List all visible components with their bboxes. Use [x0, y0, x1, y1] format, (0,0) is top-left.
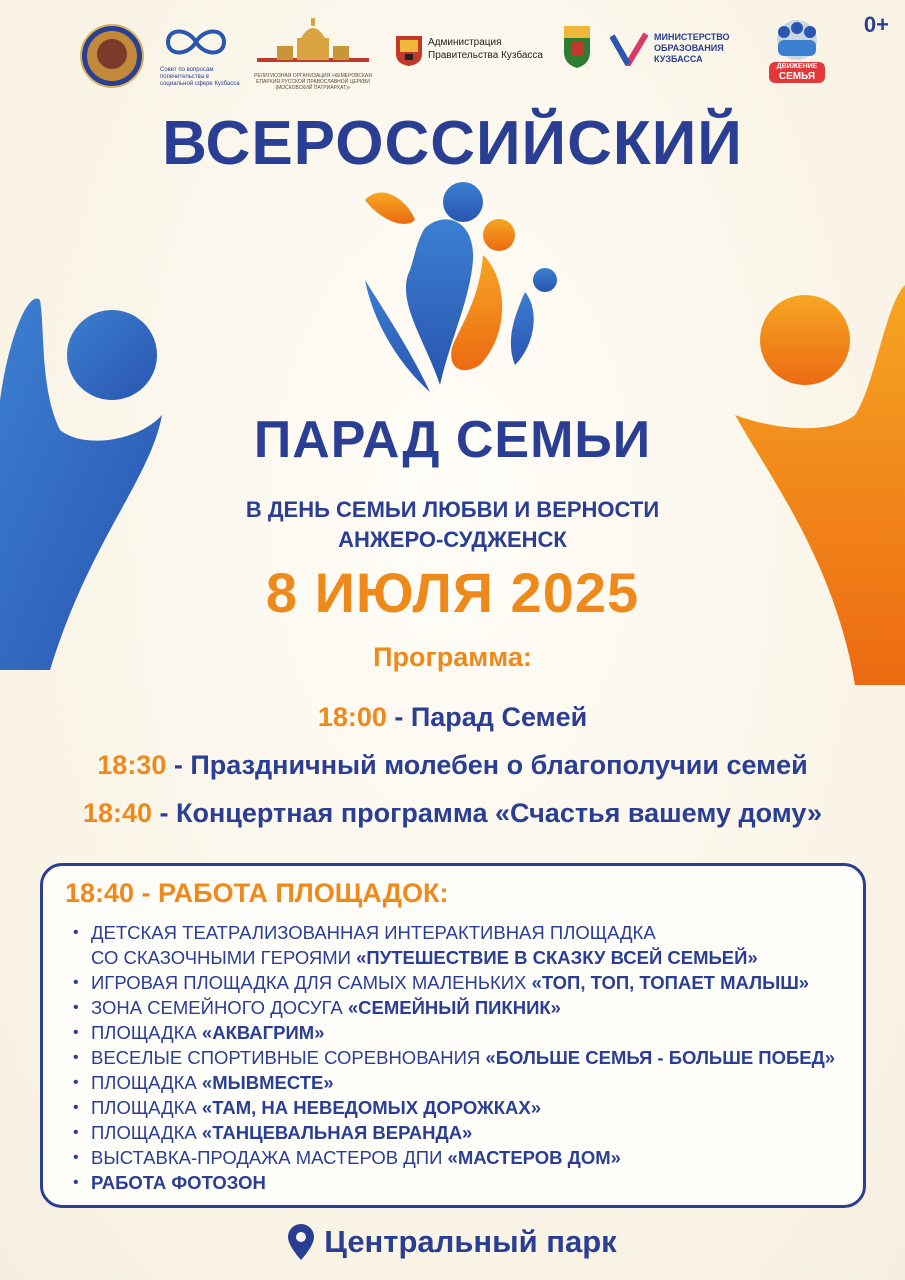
ministry-line2: ОБРАЗОВАНИЯ [654, 43, 724, 53]
location-text: Центральный парк [324, 1223, 617, 1259]
eparchy-logo [252, 18, 374, 91]
program-time: 18:40 [82, 798, 152, 828]
activities-heading: 18:40 - РАБОТА ПЛОЩАДОК: [65, 878, 449, 908]
list-item-text: ВЫСТАВКА-ПРОДАЖА МАСТЕРОВ ДПИ [91, 1147, 448, 1168]
kuzbass-admin-line2: Правительства Кузбасса [428, 50, 543, 61]
list-item-text: ИГРОВАЯ ПЛОЩАДКА ДЛЯ САМЫХ МАЛЕНЬКИХ [91, 972, 532, 993]
list-item-text: ЗОНА СЕМЕЙНОГО ДОСУГА [91, 997, 348, 1018]
program-time: 18:00 [317, 702, 387, 732]
list-item-bold: «АКВАГРИМ» [201, 1022, 325, 1043]
list-item [73, 1120, 835, 1145]
list-item-bold: «ТАМ, НА НЕВЕДОМЫХ ДОРОЖКАХ» [201, 1097, 542, 1118]
list-item-bold: «МЫВМЕСТЕ» [201, 1072, 334, 1093]
list-item-bold: «МАСТЕРОВ ДОМ» [447, 1147, 621, 1168]
ministry-line3: КУЗБАССА [654, 54, 703, 64]
age-rating: 0+ [863, 12, 889, 37]
list-item-bold: «БОЛЬШЕ СЕМЬЯ - БОЛЬШЕ ПОБЕД» [485, 1047, 836, 1068]
program-text: - Праздничный молебен о благополучии семей [166, 750, 808, 780]
family-parade-logo-icon [355, 180, 565, 395]
movement-line1: ДВИЖЕНИЕ [776, 63, 818, 70]
infinity-icon [160, 22, 232, 62]
list-item-text: ПЛОЩАДКА [91, 1022, 202, 1043]
family-people-icon [766, 18, 828, 62]
event-location [0, 1222, 905, 1260]
list-item-text: СО СКАЗОЧНЫМИ ГЕРОЯМИ [91, 947, 357, 968]
list-item [73, 1070, 835, 1095]
program-item [0, 750, 905, 781]
subtitle-occasion: В ДЕНЬ СЕМЬИ ЛЮБВИ И ВЕРНОСТИ [245, 497, 660, 522]
program-text: - Концертная программа «Счастья вашему дому» [151, 798, 823, 828]
subtitle-city: АНЖЕРО-СУДЖЕНСК [338, 527, 567, 552]
list-item [73, 920, 835, 970]
activities-list [73, 920, 835, 1195]
list-item-bold: «ТОП, ТОП, ТОПАЕТ МАЛЫШ» [531, 972, 810, 993]
list-item-text: • ДЕТСКАЯ ТЕАТРАЛИЗОВАННАЯ ИНТЕРАКТИВНАЯ ПЛОЩАДКА [91, 922, 656, 943]
partner-logos [72, 18, 842, 96]
council-caption: Совет по вопросам попечительства в социальной сфере Кузбасса [160, 67, 240, 87]
list-item-text: ПЛОЩАДКА [91, 1097, 202, 1118]
family-emblem-icon [80, 24, 144, 88]
ministry-line1: МИНИСТЕРСТВО [654, 32, 730, 42]
list-item-text: ВЕСЕЛЫЕ СПОРТИВНЫЕ СОРЕВНОВАНИЯ [91, 1047, 486, 1068]
list-item-text: ПЛОЩАДКА [91, 1072, 202, 1093]
list-item-bold: «СЕМЕЙНЫЙ ПИКНИК» [347, 997, 561, 1018]
title-parade: ПАРАД СЕМЬИ [253, 411, 652, 469]
movement-line2: СЕМЬЯ [778, 71, 816, 82]
list-item [73, 970, 835, 995]
list-item [73, 1170, 835, 1195]
church-icon [257, 18, 369, 68]
ministry-v-icon [610, 32, 648, 66]
right-figure-illustration [735, 285, 905, 685]
list-item [73, 1095, 835, 1120]
list-item [73, 995, 835, 1020]
ministry-logo [610, 32, 740, 66]
program-item [0, 702, 905, 733]
activities-box [40, 863, 866, 1208]
eparchy-caption: РЕЛИГИОЗНАЯ ОРГАНИЗАЦИЯ «КЕМЕРОВСКАЯ ЕПАРХИЯ РУССКОЙ ПРАВОСЛАВНОЙ ЦЕРКВИ (МОСКОВСКИЙ ПАТРИАРХАТ)» [254, 73, 372, 91]
list-item-text: ПЛОЩАДКА [91, 1122, 202, 1143]
kuzbass-admin-line1: Администрация [428, 37, 502, 48]
list-item [73, 1145, 835, 1170]
kuzbass-admin-logo [396, 36, 546, 66]
council-logo [160, 22, 242, 88]
program-time: 18:30 [97, 750, 167, 780]
list-item [73, 1045, 835, 1070]
list-item-bold: «ПУТЕШЕСТВИЕ В СКАЗКУ ВСЕЙ СЕМЬЕЙ» [356, 947, 758, 968]
list-item [73, 1020, 835, 1045]
movement-family-logo [762, 18, 832, 90]
title-main: ВСЕРОССИЙСКИЙ [162, 109, 743, 178]
program-item [0, 798, 905, 829]
program-heading: Программа: [373, 642, 532, 672]
kuzbass-coat-of-arms-icon [396, 36, 422, 66]
event-date: 8 ИЮЛЯ 2025 [265, 561, 640, 624]
city-coat-of-arms-icon [562, 26, 592, 68]
list-item-bold: РАБОТА ФОТОЗОН [91, 1172, 266, 1193]
list-item-bold: «ТАНЦЕВАЛЬНАЯ ВЕРАНДА» [201, 1122, 473, 1143]
location-pin-icon [288, 1224, 314, 1260]
program-text: - Парад Семей [386, 702, 588, 732]
